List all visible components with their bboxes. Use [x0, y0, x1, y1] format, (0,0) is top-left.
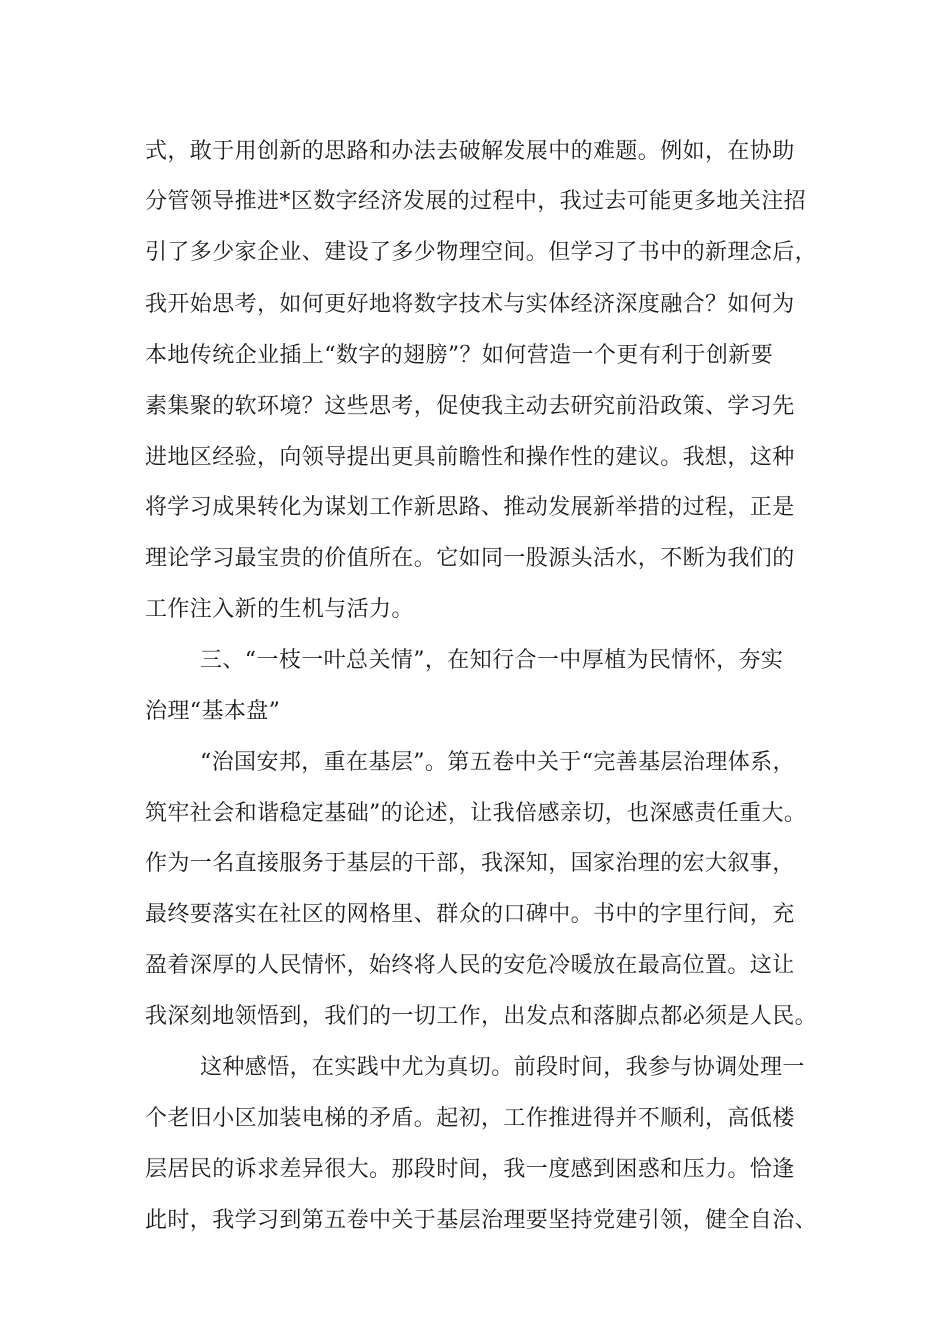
text-line: 工作注入新的生机与活力。	[145, 597, 414, 622]
text-line: 分管领导推进*区数字经济发展的过程中，我过去可能更多地关注招	[145, 189, 807, 214]
text-line: 素集聚的软环境？这些思考，促使我主动去研究前沿政策、学习先	[145, 394, 795, 419]
text-line: 这种感悟，在实践中尤为真切。前段时间，我参与协调处理一	[200, 1055, 805, 1080]
text-line: “治国安邦，重在基层”。第五卷中关于“完善基层治理体系，	[200, 750, 795, 775]
text-line: 式，敢于用创新的思路和办法去破解发展中的难题。例如，在协助	[145, 139, 795, 164]
section-heading-cont: 治理“基本盘”	[145, 699, 281, 724]
section-heading: 三、“一枝一叶总关情”，在知行合一中厚植为民情怀，夯实	[200, 648, 784, 673]
text-line: 最终要落实在社区的网格里、群众的口碑中。书中的字里行间，充	[145, 902, 795, 927]
text-line: 层居民的诉求差异很大。那段时间，我一度感到困惑和压力。恰逢	[145, 1157, 795, 1182]
text-line: 作为一名直接服务于基层的干部，我深知，国家治理的宏大叙事，	[145, 851, 795, 876]
text-line: 理论学习最宝贵的价值所在。它如同一股源头活水，不断为我们的	[145, 546, 795, 571]
text-line: 我开始思考，如何更好地将数字技术与实体经济深度融合？如何为	[145, 292, 795, 317]
text-line: 此时，我学习到第五卷中关于基层治理要坚持党建引领，健全自治、	[145, 1208, 818, 1233]
text-line: 本地传统企业插上“数字的翅膀”？如何营造一个更有利于创新要	[145, 343, 774, 368]
text-line: 盈着深厚的人民情怀，始终将人民的安危冷暖放在最高位置。这让	[145, 953, 795, 978]
text-line: 个老旧小区加装电梯的矛盾。起初，工作推进得并不顺利，高低楼	[145, 1106, 795, 1131]
text-line: 筑牢社会和谐稳定基础”的论述，让我倍感亲切，也深感责任重大。	[145, 801, 807, 826]
text-line: 进地区经验，向领导提出更具前瞻性和操作性的建议。我想，这种	[145, 445, 795, 470]
text-line: 将学习成果转化为谋划工作新思路、推动发展新举措的过程，正是	[145, 495, 795, 520]
text-line: 引了多少家企业、建设了多少物理空间。但学习了书中的新理念后，	[145, 240, 818, 265]
text-line: 我深刻地领悟到，我们的一切工作，出发点和落脚点都必须是人民。	[145, 1004, 818, 1029]
